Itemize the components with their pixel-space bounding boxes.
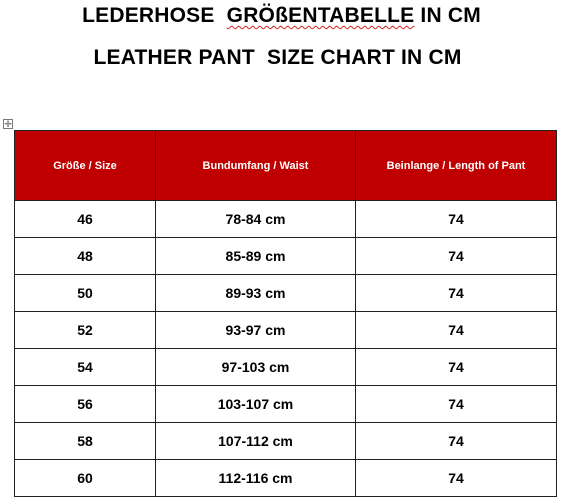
table-row [15, 275, 557, 312]
table-row [15, 460, 557, 497]
cell-waist[interactable]: 85-89 cm [156, 238, 356, 275]
cell-length[interactable]: 74 [356, 349, 557, 386]
table-row [15, 423, 557, 460]
header-length: Beinlange / Length of Pant [356, 131, 557, 201]
cell-waist[interactable]: 89-93 cm [156, 275, 356, 312]
cell-length[interactable]: 74 [356, 312, 557, 349]
cell-length[interactable]: 74 [356, 460, 557, 497]
table-row [15, 201, 557, 238]
cell-size[interactable]: 60 [15, 460, 156, 497]
title-german-spellcheck-word: GRÖßENTABELLE [226, 4, 415, 27]
title-german-prefix: LEDERHOSE [82, 4, 227, 27]
cell-length[interactable]: 74 [356, 423, 557, 460]
cell-waist[interactable]: 93-97 cm [156, 312, 356, 349]
title-german-suffix: IN CM [414, 4, 481, 27]
cell-size[interactable]: 52 [15, 312, 156, 349]
size-chart-table [14, 130, 557, 497]
cell-length[interactable]: 74 [356, 386, 557, 423]
cell-size[interactable]: 54 [15, 349, 156, 386]
cell-size[interactable]: 56 [15, 386, 156, 423]
title-german [0, 4, 563, 28]
cell-size[interactable]: 46 [15, 201, 156, 238]
cell-size[interactable]: 50 [15, 275, 156, 312]
cell-length[interactable]: 74 [356, 201, 557, 238]
table-row [15, 349, 557, 386]
cell-length[interactable]: 74 [356, 275, 557, 312]
cell-waist[interactable]: 103-107 cm [156, 386, 356, 423]
cell-length[interactable]: 74 [356, 238, 557, 275]
header-size: Größe / Size [15, 131, 156, 201]
cell-size[interactable]: 48 [15, 238, 156, 275]
table-row [15, 238, 557, 275]
cell-waist[interactable]: 112-116 cm [156, 460, 356, 497]
move-icon[interactable]: ✛ [4, 118, 12, 129]
cell-waist[interactable]: 107-112 cm [156, 423, 356, 460]
title-english: LEATHER PANT SIZE CHART IN CM [93, 46, 462, 69]
table-header-row [15, 131, 557, 201]
table-row [15, 386, 557, 423]
cell-waist[interactable]: 97-103 cm [156, 349, 356, 386]
cell-size[interactable]: 58 [15, 423, 156, 460]
table-row [15, 312, 557, 349]
cell-waist[interactable]: 78-84 cm [156, 201, 356, 238]
header-waist: Bundumfang / Waist [156, 131, 356, 201]
